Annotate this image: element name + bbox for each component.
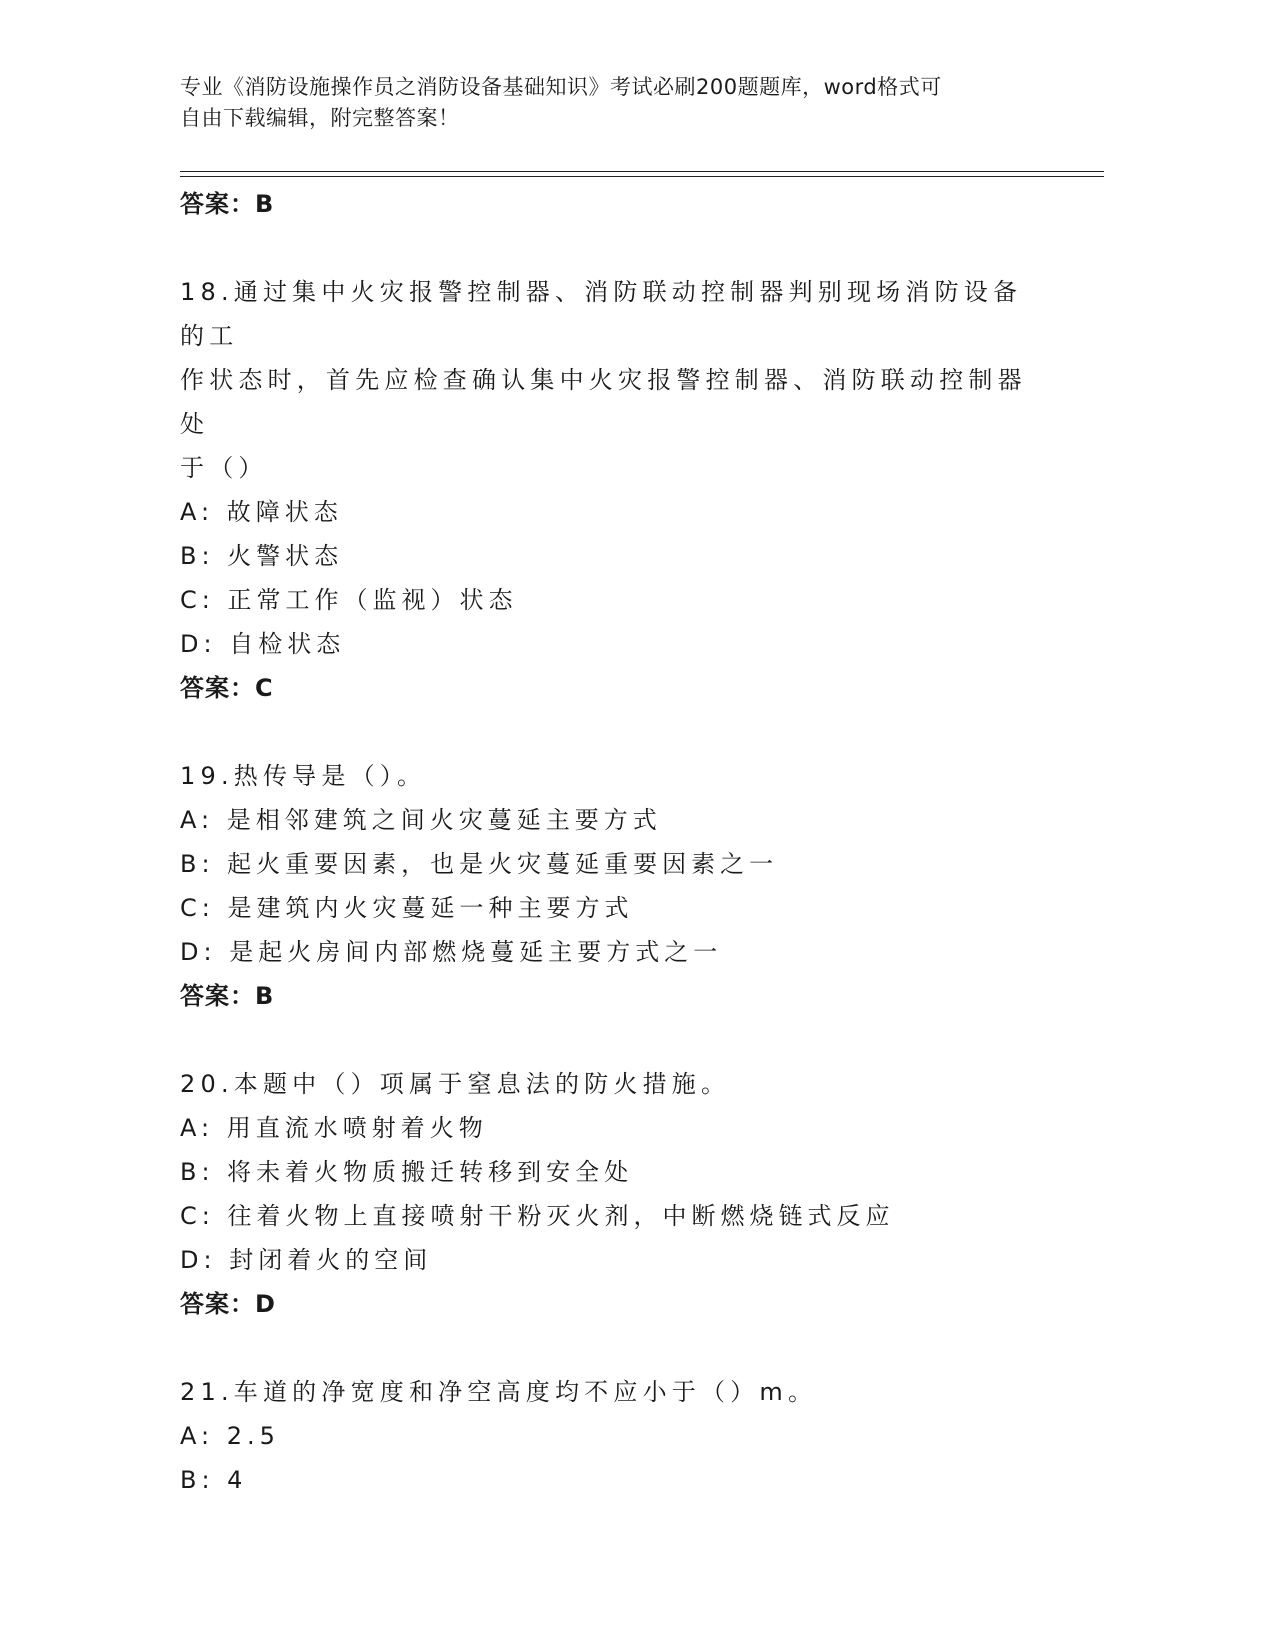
question-19	[180, 754, 1080, 1018]
option-d: D: 封闭着火的空间	[180, 1246, 433, 1274]
previous-answer: 答案：B	[180, 190, 275, 218]
document-header	[180, 72, 1030, 134]
question-title-line: 20.本题中（）项属于窒息法的防火措施。	[180, 1070, 731, 1098]
question-title-line: 21.车道的净宽度和净空高度均不应小于（）m。	[180, 1378, 818, 1406]
option-b: B: 火警状态	[180, 542, 344, 570]
answer: 答案：C	[180, 674, 274, 702]
header-line-2: 自由下载编辑，附完整答案！	[180, 106, 460, 130]
option-c: C: 正常工作（监视）状态	[180, 586, 518, 614]
option-a: A: 是相邻建筑之间火灾蔓延主要方式	[180, 806, 662, 834]
answer: 答案：B	[180, 982, 275, 1010]
question-title-line: 18.通过集中火灾报警控制器、消防联动控制器判别现场消防设备的工	[180, 278, 1023, 350]
header-line-1: 专业《消防设施操作员之消防设备基础知识》考试必刷200题题库，word格式可	[180, 75, 942, 99]
option-c: C: 是建筑内火灾蔓延一种主要方式	[180, 894, 634, 922]
option-b: B: 将未着火物质搬迁转移到安全处	[180, 1158, 634, 1186]
answer: 答案：D	[180, 1290, 276, 1318]
question-21	[180, 1370, 1080, 1502]
option-a: A: 2.5	[180, 1422, 280, 1450]
option-b: B: 起火重要因素，也是火灾蔓延重要因素之一	[180, 850, 779, 878]
question-title-line: 于（）	[180, 454, 268, 482]
question-18	[180, 270, 1080, 710]
header-divider-bottom	[180, 176, 1104, 177]
header-divider-top	[180, 171, 1104, 172]
option-a: A: 用直流水喷射着火物	[180, 1114, 488, 1142]
option-d: D: 自检状态	[180, 630, 346, 658]
option-c: C: 往着火物上直接喷射干粉灭火剂，中断燃烧链式反应	[180, 1202, 895, 1230]
question-list	[180, 182, 1080, 1502]
option-a: A: 故障状态	[180, 498, 343, 526]
option-b: B: 4	[180, 1466, 248, 1494]
question-title-line: 作状态时，首先应检查确认集中火灾报警控制器、消防联动控制器处	[180, 366, 1027, 438]
question-title-line: 19.热传导是（）。	[180, 762, 427, 790]
question-20	[180, 1062, 1080, 1326]
option-d: D: 是起火房间内部燃烧蔓延主要方式之一	[180, 938, 723, 966]
